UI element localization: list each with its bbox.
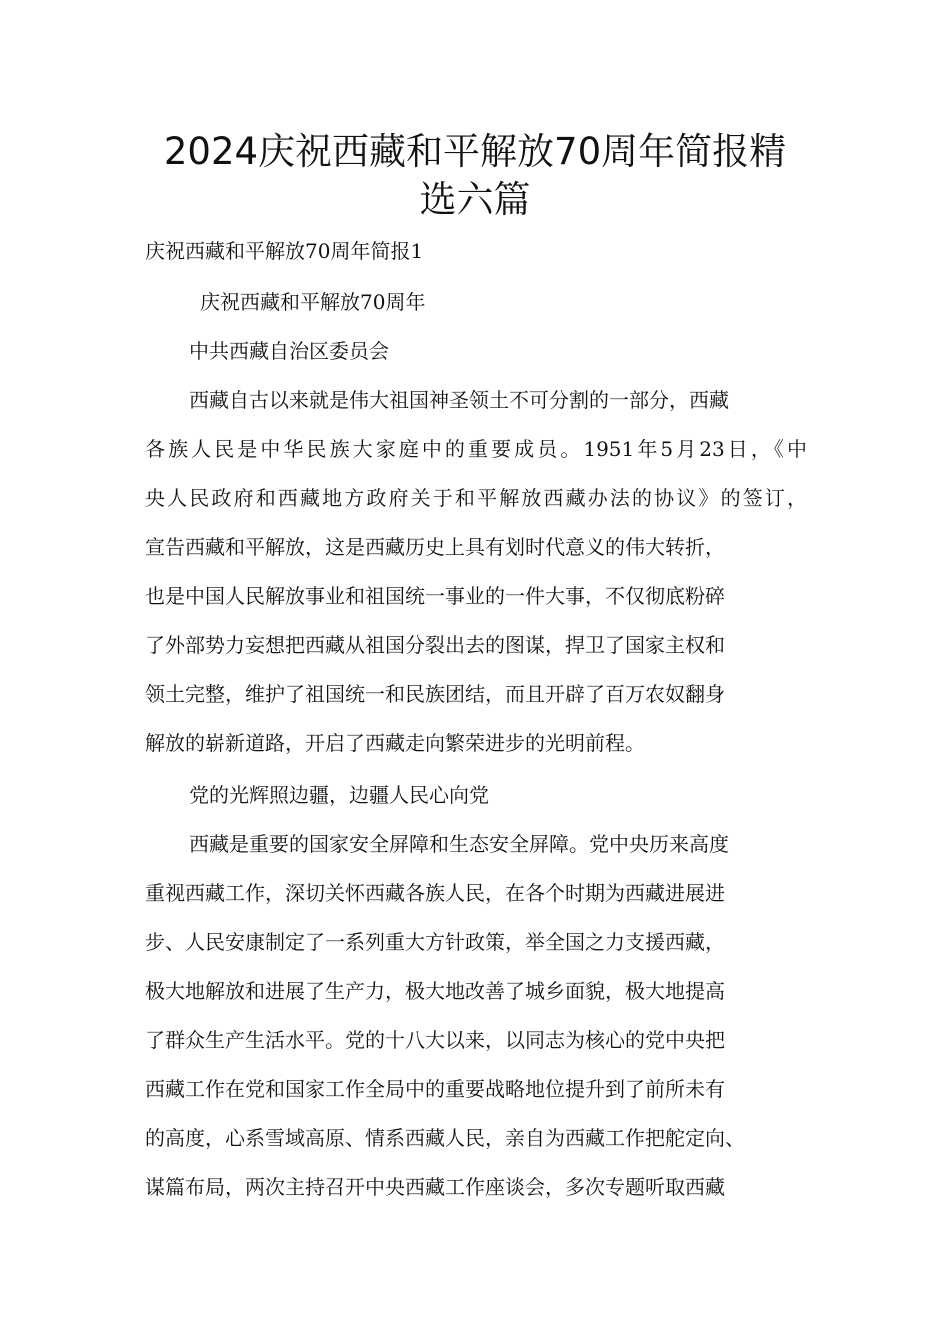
title-line-1: 2024庆祝西藏和平解放70周年简报精 xyxy=(163,130,787,173)
body-line: 了群众生产生活水平。党的十八大以来，以同志为核心的党中央把 xyxy=(145,1028,725,1052)
author-line: 中共西藏自治区委员会 xyxy=(189,339,389,363)
body-line: 重视西藏工作，深切关怀西藏各族人民，在各个时期为西藏进展进 xyxy=(145,881,725,905)
body-line: 的高度，心系雪域高原、情系西藏人民，亲自为西藏工作把舵定向、 xyxy=(145,1126,745,1150)
section-heading: 庆祝西藏和平解放70周年简报1 xyxy=(145,239,424,263)
body-line: 各族人民是中华民族大家庭中的重要成员。1951年5月23日，《中 xyxy=(145,437,807,461)
body-line: 西藏自古以来就是伟大祖国神圣领土不可分割的一部分，西藏 xyxy=(189,388,729,412)
body-line: 西藏工作在党和国家工作全局中的重要战略地位提升到了前所未有 xyxy=(145,1077,725,1101)
body-line: 步、人民安康制定了一系列重大方针政策，举全国之力支援西藏， xyxy=(145,930,725,954)
body-line: 解放的崭新道路，开启了西藏走向繁荣进步的光明前程。 xyxy=(145,731,645,755)
body-line: 极大地解放和进展了生产力，极大地改善了城乡面貌，极大地提高 xyxy=(145,979,725,1003)
body-line: 谋篇布局，两次主持召开中央西藏工作座谈会，多次专题听取西藏 xyxy=(145,1175,725,1199)
body-line: 了外部势力妄想把西藏从祖国分裂出去的图谋，捍卫了国家主权和 xyxy=(145,633,725,657)
body-line: 西藏是重要的国家安全屏障和生态安全屏障。党中央历来高度 xyxy=(189,832,729,856)
body-line: 领土完整，维护了祖国统一和民族团结，而且开辟了百万农奴翻身 xyxy=(145,682,725,706)
title-line-2: 选六篇 xyxy=(419,178,531,221)
body-line: 宣告西藏和平解放，这是西藏历史上具有划时代意义的伟大转折， xyxy=(145,535,725,559)
section-subheading: 党的光辉照边疆，边疆人民心向党 xyxy=(189,783,489,807)
subtitle: 庆祝西藏和平解放70周年 xyxy=(200,290,426,314)
document-title xyxy=(100,128,850,224)
body-line: 央人民政府和西藏地方政府关于和平解放西藏办法的协议》的签订， xyxy=(145,486,807,510)
body-line: 也是中国人民解放事业和祖国统一事业的一件大事，不仅彻底粉碎 xyxy=(145,584,725,608)
